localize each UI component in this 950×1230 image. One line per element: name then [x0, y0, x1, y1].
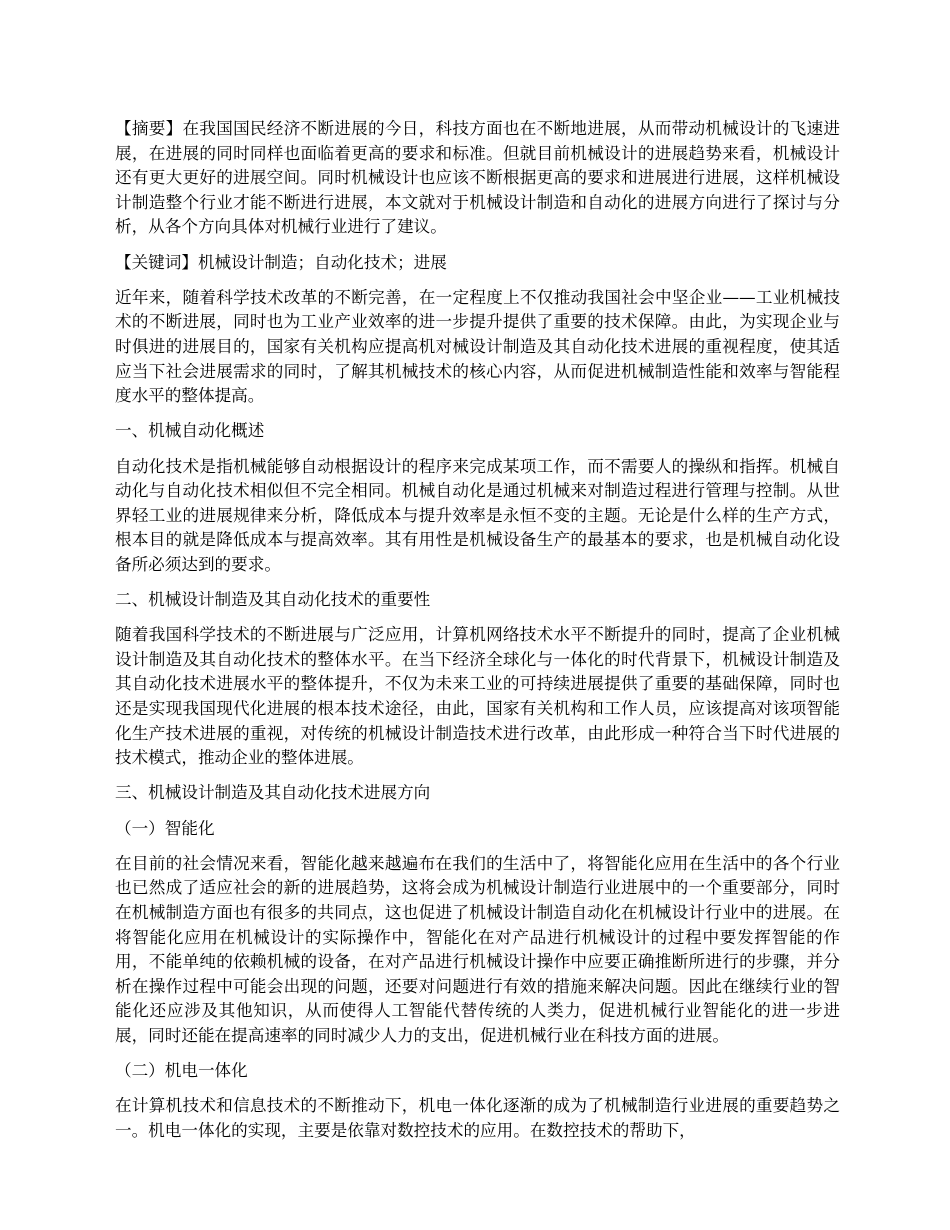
- document-page: [115, 117, 840, 1154]
- section-paragraph-2: 随着我国科学技术的不断进展与广泛应用，计算机网络技术水平不断提升的同时，提高了企业机械设计制造及其自动化技术的整体水平。在当下经济全球化与一体化的时代背景下，机械设计制造及其自动化技术进展水平的整体提升，不仅为未来工业的可持续进展提供了重要的基础保障，同时也还是实现我国现代化进展的根本技术途径，由此，国家有关机构和工作人员，应该提高对该项智能化生产技术进展的重视，对传统的机械设计制造技术进行改革，由此形成一种符合当下时代进展的技术模式，推动企业的整体进展。: [115, 625, 840, 768]
- section-heading-1: 一、机械自动化概述: [115, 421, 265, 441]
- subsection-paragraph-1: 在目前的社会情况来看，智能化越来越遍布在我们的生活中了，将智能化应用在生活中的各个行业也已然成了适应社会的新的进展趋势，这将会成为机械设计制造行业进展中的一个重要部分，同时在机械制造方面也有很多的共同点，这也促进了机械设计制造自动化在机械设计行业中的进展。在将智能化应用在机械设计的实际操作中，智能化在对产品进行机械设计的过程中要发挥智能的作用，不能单纯的依赖机械的设备，在对产品进行机械设计操作中应要正确推断所进行的步骤，并分析在操作过程中可能会出现的问题，还要对问题进行有效的措施来解决问题。因此在继续行业的智能化还应涉及其他知识，从而使得人工智能代替传统的人类力，促进机械行业智能化的进一步进展，同时还能在提高速率的同时减少人力的支出，促进机械行业在科技方面的进展。: [115, 853, 840, 1045]
- intro-paragraph: 近年来，随着科学技术改革的不断完善，在一定程度上不仅推动我国社会中坚企业——工业机械技术的不断进展，同时也为工业产业效率的进一步提升提供了重要的技术保障。由此，为实现企业与时俱进的进展目的，国家有关机构应提高机对械设计制造及其自动化技术进展的重视程度，使其适应当下社会进展需求的同时，了解其机械技术的核心内容，从而促进机械制造性能和效率与智能程度水平的整体提高。: [115, 287, 840, 406]
- section-paragraph-1: 自动化技术是指机械能够自动根据设计的程序来完成某项工作，而不需要人的操纵和指挥。机械自动化与自动化技术相似但不完全相同。机械自动化是通过机械来对制造过程进行管理与控制。从世界轻工业的进展规律来分析，降低成本与提升效率是永恒不变的主题。无论是什么样的生产方式，根本目的就是降低成本与提高效率。其有用性是机械设备生产的最基本的要求，也是机械自动化设备所必须达到的要求。: [115, 456, 840, 574]
- subsection-heading-2: （二）机电一体化: [115, 1061, 248, 1081]
- subsection-paragraph-2: 在计算机技术和信息技术的不断推动下，机电一体化逐渐的成为了机械制造行业进展的重要趋势之一。机电一体化的实现，主要是依靠对数控技术的应用。在数控技术的帮助下，: [115, 1096, 840, 1140]
- section-heading-2: 二、机械设计制造及其自动化技术的重要性: [115, 590, 431, 610]
- keywords-line: 【关键词】机械设计制造；自动化技术；进展: [115, 252, 447, 272]
- abstract-paragraph: 【摘要】在我国国民经济不断进展的今日，科技方面也在不断地进展，从而带动机械设计的飞速进展，在进展的同时同样也面临着更高的要求和标准。但就目前机械设计的进展趋势来看，机械设计还有更大更好的进展空间。同时机械设计也应该不断根据更高的要求和进展进行进展，这样机械设计制造整个行业才能不断进行进展，本文就对于机械设计制造和自动化的进展方向进行了探讨与分析，从各个方向具体对机械行业进行了建议。: [115, 119, 840, 237]
- subsection-heading-1: （一）智能化: [115, 818, 215, 838]
- section-heading-3: 三、机械设计制造及其自动化技术进展方向: [115, 783, 431, 803]
